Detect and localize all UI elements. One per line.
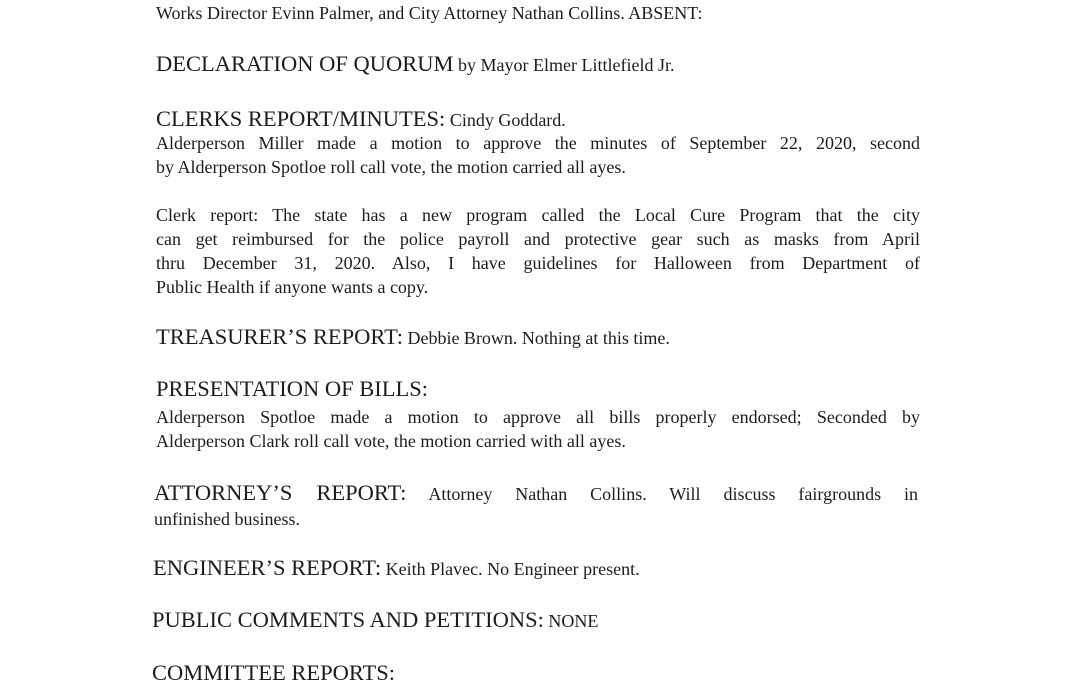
attorney-heading-line bbox=[154, 480, 918, 507]
bills-line: Alderperson Clark roll call vote, the motion carried with all ayes. bbox=[156, 431, 626, 451]
quorum-heading bbox=[156, 51, 674, 80]
engineer-title: ENGINEER’S REPORT: bbox=[153, 555, 382, 580]
clerk-report-line: Public Health if anyone wants a copy. bbox=[156, 277, 429, 297]
clerk-title: CLERKS REPORT/MINUTES: bbox=[156, 106, 446, 131]
bills-paragraph bbox=[156, 405, 920, 453]
clerk-report-line: can get reimbursed for the police payroll and protective gear such as masks from April bbox=[156, 229, 920, 249]
treasurer-title: TREASURER’S REPORT: bbox=[156, 324, 403, 349]
bills-title: PRESENTATION OF BILLS: bbox=[156, 376, 428, 401]
attorney-note: Attorney Nathan Collins. Will discuss fairgrounds in bbox=[406, 484, 918, 504]
attorney-paragraph bbox=[154, 480, 918, 531]
attendance-line: Works Director Evinn Palmer, and City Attorney Nathan Collins. ABSENT: bbox=[156, 3, 703, 23]
minutes-motion-line: Alderperson Miller made a motion to approve the minutes of September 22, 2020, second bbox=[156, 133, 920, 153]
clerk-report-line: thru December 31, 2020. Also, I have guidelines for Halloween from Department of bbox=[156, 253, 920, 273]
public-comments-note: NONE bbox=[543, 611, 599, 631]
quorum-presider: by Mayor Elmer Littlefield Jr. bbox=[453, 55, 675, 75]
clerk-report-line: Clerk report: The state has a new program called the Local Cure Program that the city bbox=[156, 205, 920, 225]
bills-line: Alderperson Spotloe made a motion to approve all bills properly endorsed; Seconded by bbox=[156, 407, 920, 427]
quorum-title: DECLARATION OF QUORUM bbox=[156, 51, 454, 76]
clerk-report-paragraph bbox=[156, 203, 920, 299]
treasurer-heading bbox=[156, 324, 670, 353]
attorney-title: ATTORNEY’S REPORT: bbox=[154, 480, 407, 505]
clerk-name: Cindy Goddard. bbox=[445, 110, 566, 130]
public-comments-heading bbox=[152, 607, 598, 636]
minutes-motion-line: by Alderperson Spotloe roll call vote, the motion carried all ayes. bbox=[156, 157, 626, 177]
minutes-motion-paragraph bbox=[156, 131, 920, 179]
engineer-note: Keith Plavec. No Engineer present. bbox=[381, 559, 640, 579]
treasurer-note: Debbie Brown. Nothing at this time. bbox=[402, 328, 670, 348]
engineer-heading bbox=[153, 555, 640, 584]
public-comments-title: PUBLIC COMMENTS AND PETITIONS: bbox=[152, 607, 544, 632]
attorney-continuation: unfinished business. bbox=[154, 509, 300, 529]
committee-reports-heading: COMMITTEE REPORTS: bbox=[152, 660, 396, 685]
bills-heading bbox=[156, 376, 428, 405]
